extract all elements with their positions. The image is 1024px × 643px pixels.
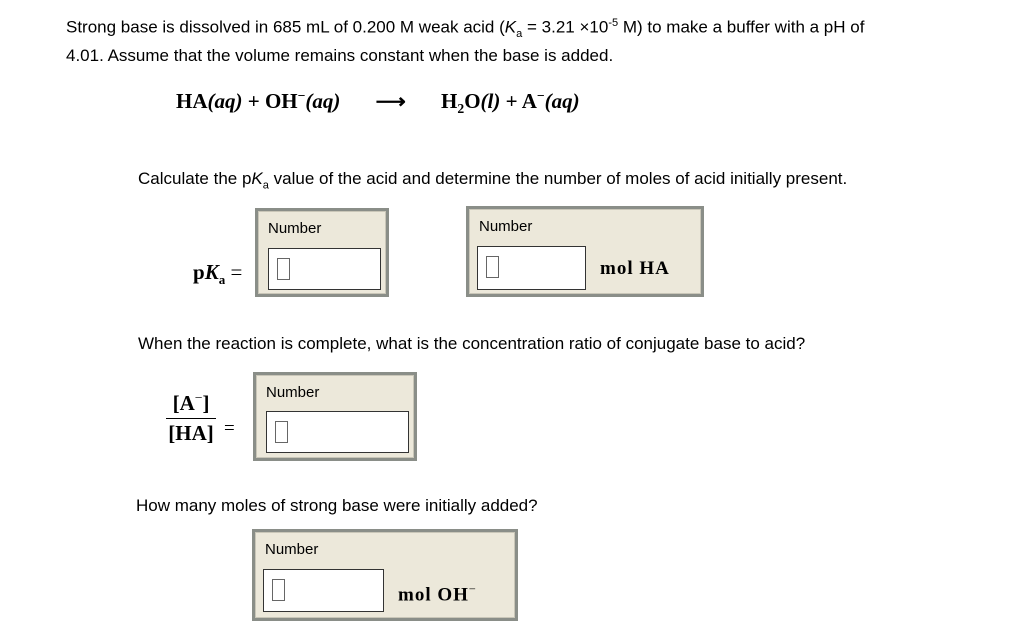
moles-ha-field-label: Number <box>479 218 533 235</box>
ratio-equals: = <box>224 418 235 439</box>
question-1-prompt: Calculate the $pK_a$ value of the acid and determine the number of moles of acid initially present. <box>138 169 848 192</box>
moles-ha-unit: mol HA <box>600 258 670 279</box>
moles-ha-input[interactable] <box>477 246 586 290</box>
text-cursor <box>277 258 290 280</box>
pka-answer-box <box>255 208 389 297</box>
ratio-fraction <box>166 390 216 446</box>
moles-oh-answer-box <box>252 529 518 621</box>
problem-line-2: 4.01. Assume that the volume remains constant when the base is added. <box>66 46 614 66</box>
problem-line-1: Strong base is dissolved in 685 mL of 0.200 M weak acid ($K_a = 3.21 \times 10^{-5}$ M) to make a buffer with a pH of <box>66 17 865 41</box>
ratio-numerator: [A−] <box>172 390 210 415</box>
problem-statement <box>66 12 864 67</box>
pka-label: $pK_a$ = <box>193 260 243 288</box>
pka-input[interactable] <box>268 248 381 290</box>
ratio-field-label: Number <box>266 384 320 401</box>
text-cursor <box>486 256 499 278</box>
moles-ha-answer-box <box>466 206 704 297</box>
question-3-prompt: How many moles of strong base were initially added? <box>136 496 538 515</box>
ratio-answer-box <box>253 372 417 461</box>
moles-oh-input[interactable] <box>263 569 384 612</box>
text-cursor <box>272 579 285 601</box>
question-2-prompt: When the reaction is complete, what is the concentration ratio of conjugate base to acid? <box>138 334 806 353</box>
moles-oh-field-label: Number <box>265 541 319 558</box>
pka-field-label: Number <box>268 220 322 237</box>
ratio-input[interactable] <box>266 411 409 453</box>
reaction-arrow-icon: ⟶ <box>375 89 406 113</box>
text-cursor <box>275 421 288 443</box>
moles-oh-unit: mol OH− <box>398 582 477 606</box>
ratio-denominator: [HA] <box>166 418 216 446</box>
reaction-equation: HA(aq) + OH−(aq) ⟶ $H_2O(l) + A^-(aq)$ <box>176 88 580 117</box>
